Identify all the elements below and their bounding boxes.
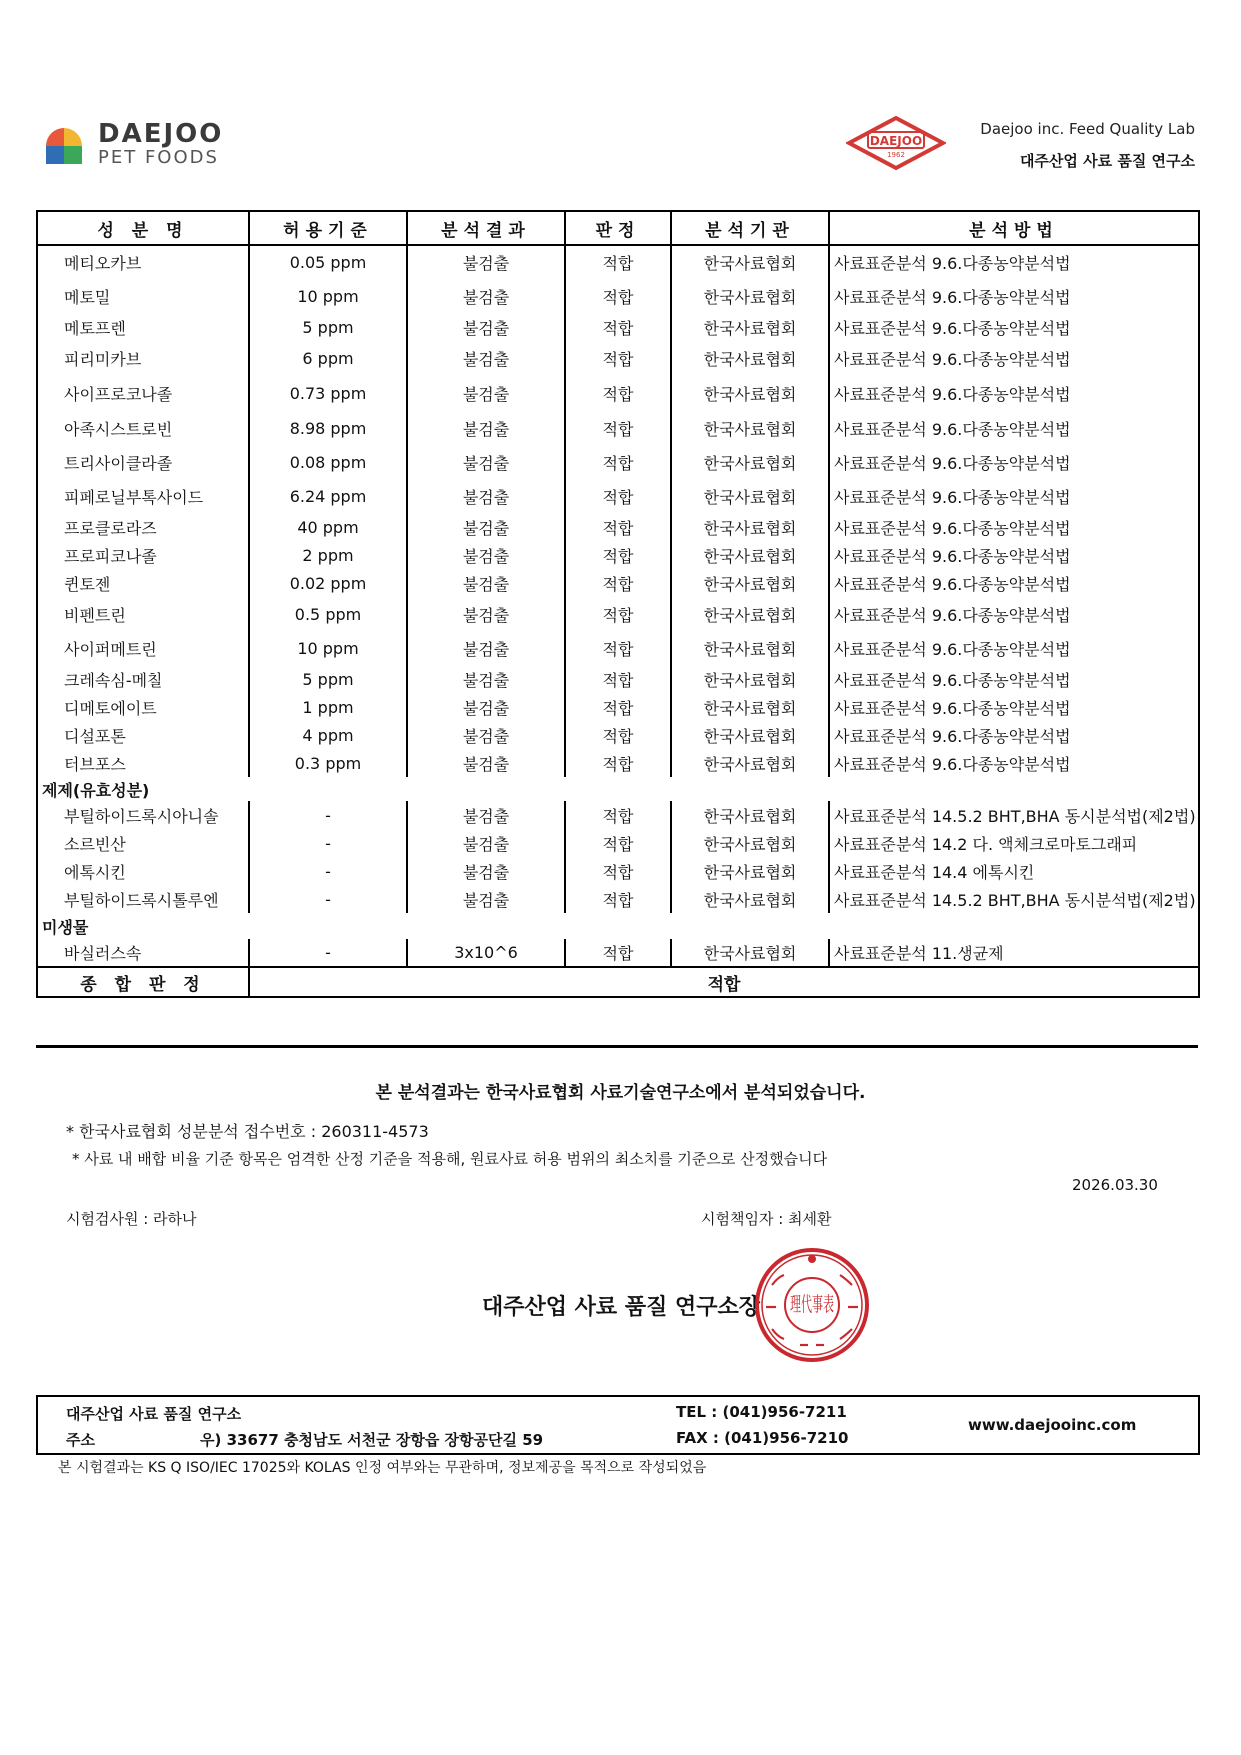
analysis-result: 불검출 xyxy=(407,375,565,411)
director-title: 대주산업 사료 품질 연구소장 xyxy=(482,1295,761,1320)
allowed-limit: 8.98 ppm xyxy=(249,411,407,445)
analysis-result: 불검출 xyxy=(407,479,565,513)
contact-box xyxy=(36,1395,1200,1455)
pesticide-rows xyxy=(37,245,1199,777)
component-name: 바실러스속 xyxy=(37,939,249,967)
section-label: 제제(유효성분) xyxy=(37,777,249,801)
analysis-result: 불검출 xyxy=(407,411,565,445)
component-name: 터브포스 xyxy=(37,749,249,777)
analysis-result: 불검출 xyxy=(407,279,565,313)
overall-verdict-label: 종 합 판 정 xyxy=(37,967,249,997)
analysis-result: 불검출 xyxy=(407,693,565,721)
table-row xyxy=(37,597,1199,631)
table-row xyxy=(37,411,1199,445)
component-name: 퀸토젠 xyxy=(37,569,249,597)
verdict: 적합 xyxy=(565,631,671,665)
analysis-method: 사료표준분석 14.5.2 BHT,BHA 동시분석법(제2법) xyxy=(829,801,1199,829)
header-result: 분석결과 xyxy=(407,211,565,245)
allowed-limit: 0.08 ppm xyxy=(249,445,407,479)
table-row xyxy=(37,245,1199,279)
table-row xyxy=(37,313,1199,341)
analysis-result: 불검출 xyxy=(407,597,565,631)
overall-verdict-value: 적합 xyxy=(249,967,1199,997)
verdict: 적합 xyxy=(565,569,671,597)
analysis-agency: 한국사료협회 xyxy=(671,375,829,411)
analysis-method: 사료표준분석 9.6.다종농약분석법 xyxy=(829,279,1199,313)
analysis-result: 불검출 xyxy=(407,513,565,541)
contact-address: 우) 33677 충청남도 서천군 장항읍 장항공단길 59 xyxy=(200,1431,544,1449)
official-seal-stamp xyxy=(752,1245,872,1365)
component-name: 디설포톤 xyxy=(37,721,249,749)
table-header-row xyxy=(37,211,1199,245)
analysis-agency: 한국사료협회 xyxy=(671,341,829,375)
lab-name-english: Daejoo inc. Feed Quality Lab xyxy=(980,120,1195,138)
analysis-agency: 한국사료협회 xyxy=(671,479,829,513)
section-divider xyxy=(36,1045,1198,1048)
verdict: 적합 xyxy=(565,885,671,913)
analysis-result: 불검출 xyxy=(407,721,565,749)
component-name: 트리사이클라졸 xyxy=(37,445,249,479)
verdict: 적합 xyxy=(565,479,671,513)
verdict: 적합 xyxy=(565,341,671,375)
header-verdict: 판정 xyxy=(565,211,671,245)
brand-name: DAEJOO xyxy=(98,119,224,149)
component-name: 소르빈산 xyxy=(37,829,249,857)
analysis-method: 사료표준분석 9.6.다종농약분석법 xyxy=(829,693,1199,721)
analysis-result: 불검출 xyxy=(407,665,565,693)
analysis-result: 3x10^6 xyxy=(407,939,565,967)
analysis-agency: 한국사료협회 xyxy=(671,541,829,569)
allowed-limit: 2 ppm xyxy=(249,541,407,569)
table-row xyxy=(37,693,1199,721)
analysis-method: 사료표준분석 9.6.다종농약분석법 xyxy=(829,631,1199,665)
table-row xyxy=(37,541,1199,569)
calculation-note: * 사료 내 배합 비율 기준 항목은 엄격한 산정 기준을 적용해, 원료사료 허용 범위의 최소치를 기준으로 산정했습니다 xyxy=(72,1150,828,1168)
analysis-method: 사료표준분석 9.6.다종농약분석법 xyxy=(829,245,1199,279)
examiner-name: 시험검사원 : 라하나 xyxy=(66,1210,197,1228)
analysis-result: 불검출 xyxy=(407,829,565,857)
analysis-agency: 한국사료협회 xyxy=(671,245,829,279)
table-row xyxy=(37,885,1199,913)
analysis-method: 사료표준분석 14.5.2 BHT,BHA 동시분석법(제2법) xyxy=(829,885,1199,913)
verdict: 적합 xyxy=(565,801,671,829)
analysis-method: 사료표준분석 9.6.다종농약분석법 xyxy=(829,665,1199,693)
analysis-agency: 한국사료협회 xyxy=(671,513,829,541)
component-name: 크레속심-메칠 xyxy=(37,665,249,693)
component-name: 부틸하이드록시톨루엔 xyxy=(37,885,249,913)
component-name: 사이퍼메트린 xyxy=(37,631,249,665)
allowed-limit: - xyxy=(249,939,407,967)
analysis-method: 사료표준분석 9.6.다종농약분석법 xyxy=(829,749,1199,777)
analysis-result: 불검출 xyxy=(407,801,565,829)
component-name: 피페로닐부톡사이드 xyxy=(37,479,249,513)
table-row xyxy=(37,801,1199,829)
analysis-agency: 한국사료협회 xyxy=(671,721,829,749)
header-component: 성 분 명 xyxy=(37,211,249,245)
analysis-agency: 한국사료협회 xyxy=(671,631,829,665)
analysis-method: 사료표준분석 9.6.다종농약분석법 xyxy=(829,411,1199,445)
component-name: 에톡시킨 xyxy=(37,857,249,885)
analysis-agency: 한국사료협회 xyxy=(671,279,829,313)
analysis-result: 불검출 xyxy=(407,569,565,597)
allowed-limit: 0.3 ppm xyxy=(249,749,407,777)
verdict: 적합 xyxy=(565,445,671,479)
table-row xyxy=(37,631,1199,665)
table-row xyxy=(37,569,1199,597)
verdict: 적합 xyxy=(565,541,671,569)
analysis-result: 불검출 xyxy=(407,313,565,341)
allowed-limit: 5 ppm xyxy=(249,313,407,341)
emblem-year: 1962 xyxy=(887,151,905,159)
allowed-limit: 5 ppm xyxy=(249,665,407,693)
verdict: 적합 xyxy=(565,749,671,777)
header-method: 분석방법 xyxy=(829,211,1199,245)
verdict: 적합 xyxy=(565,829,671,857)
analysis-method: 사료표준분석 9.6.다종농약분석법 xyxy=(829,569,1199,597)
analysis-statement: 본 분석결과는 한국사료협회 사료기술연구소에서 분석되었습니다. xyxy=(375,1083,866,1103)
report-date: 2026.03.30 xyxy=(1072,1176,1158,1194)
analysis-agency: 한국사료협회 xyxy=(671,857,829,885)
component-name: 메토프렌 xyxy=(37,313,249,341)
allowed-limit: 6 ppm xyxy=(249,341,407,375)
overall-verdict-row xyxy=(37,967,1199,997)
table-row xyxy=(37,445,1199,479)
responsible-name: 시험책임자 : 최세환 xyxy=(701,1210,832,1228)
analysis-method: 사료표준분석 9.6.다종농약분석법 xyxy=(829,721,1199,749)
verdict: 적합 xyxy=(565,375,671,411)
table-row xyxy=(37,721,1199,749)
table-row xyxy=(37,341,1199,375)
allowed-limit: - xyxy=(249,829,407,857)
analysis-method: 사료표준분석 9.6.다종농약분석법 xyxy=(829,313,1199,341)
analysis-result: 불검출 xyxy=(407,541,565,569)
allowed-limit: 10 ppm xyxy=(249,279,407,313)
microbe-rows xyxy=(37,939,1199,967)
analysis-agency: 한국사료협회 xyxy=(671,569,829,597)
component-name: 사이프로코나졸 xyxy=(37,375,249,411)
lab-name-korean: 대주산업 사료 품질 연구소 xyxy=(1019,152,1195,170)
allowed-limit: 4 ppm xyxy=(249,721,407,749)
allowed-limit: 0.02 ppm xyxy=(249,569,407,597)
component-name: 메토밀 xyxy=(37,279,249,313)
analysis-agency: 한국사료협회 xyxy=(671,313,829,341)
table-row xyxy=(37,939,1199,967)
table-row xyxy=(37,375,1199,411)
verdict: 적합 xyxy=(565,279,671,313)
analysis-method: 사료표준분석 14.4 에톡시킨 xyxy=(829,857,1199,885)
section-row-microbe xyxy=(37,913,1199,939)
analysis-agency: 한국사료협회 xyxy=(671,597,829,631)
allowed-limit: - xyxy=(249,857,407,885)
verdict: 적합 xyxy=(565,513,671,541)
analysis-method: 사료표준분석 11.생균제 xyxy=(829,939,1199,967)
analysis-result: 불검출 xyxy=(407,857,565,885)
analysis-result: 불검출 xyxy=(407,749,565,777)
analysis-method: 사료표준분석 9.6.다종농약분석법 xyxy=(829,375,1199,411)
analysis-agency: 한국사료협회 xyxy=(671,939,829,967)
component-name: 메티오카브 xyxy=(37,245,249,279)
allowed-limit: 0.5 ppm xyxy=(249,597,407,631)
disclaimer-note: 본 시험결과는 KS Q ISO/IEC 17025와 KOLAS 인정 여부와는 무관하며, 정보제공을 목적으로 작성되었음 xyxy=(58,1460,707,1476)
component-name: 프로클로라즈 xyxy=(37,513,249,541)
header-limit: 허용기준 xyxy=(249,211,407,245)
component-name: 비펜트린 xyxy=(37,597,249,631)
table-row xyxy=(37,665,1199,693)
analysis-agency: 한국사료협회 xyxy=(671,411,829,445)
contact-telephone: TEL : (041)956-7211 xyxy=(676,1403,847,1421)
daejoo-emblem-logo xyxy=(846,115,946,171)
component-name: 아족시스트로빈 xyxy=(37,411,249,445)
analysis-agency: 한국사료협회 xyxy=(671,801,829,829)
allowed-limit: 10 ppm xyxy=(249,631,407,665)
component-name: 피리미카브 xyxy=(37,341,249,375)
emblem-text: DAEJOO xyxy=(869,134,923,148)
verdict: 적합 xyxy=(565,857,671,885)
verdict: 적합 xyxy=(565,665,671,693)
analysis-agency: 한국사료협회 xyxy=(671,445,829,479)
allowed-limit: 40 ppm xyxy=(249,513,407,541)
table-row xyxy=(37,279,1199,313)
analysis-agency: 한국사료협회 xyxy=(671,693,829,721)
analysis-method: 사료표준분석 9.6.다종농약분석법 xyxy=(829,513,1199,541)
table-row xyxy=(37,513,1199,541)
analysis-result: 불검출 xyxy=(407,631,565,665)
allowed-limit: 0.73 ppm xyxy=(249,375,407,411)
analysis-method: 사료표준분석 9.6.다종농약분석법 xyxy=(829,541,1199,569)
component-name: 디메토에이트 xyxy=(37,693,249,721)
header-agency: 분석기관 xyxy=(671,211,829,245)
seal-characters: 理代事表 xyxy=(790,1292,834,1316)
receipt-number-note: * 한국사료협회 성분분석 접수번호 : 260311-4573 xyxy=(66,1122,429,1141)
verdict: 적합 xyxy=(565,721,671,749)
allowed-limit: 6.24 ppm xyxy=(249,479,407,513)
analysis-agency: 한국사료협회 xyxy=(671,749,829,777)
analysis-agency: 한국사료협회 xyxy=(671,829,829,857)
analysis-result: 불검출 xyxy=(407,885,565,913)
allowed-limit: - xyxy=(249,885,407,913)
section-row-formulation xyxy=(37,777,1199,801)
contact-website-link[interactable]: www.daejooinc.com xyxy=(968,1416,1137,1434)
table-row xyxy=(37,479,1199,513)
verdict: 적합 xyxy=(565,597,671,631)
table-row xyxy=(37,749,1199,777)
contact-fax: FAX : (041)956-7210 xyxy=(676,1429,849,1447)
analysis-method: 사료표준분석 14.2 다. 액체크로마토그래피 xyxy=(829,829,1199,857)
analysis-result: 불검출 xyxy=(407,245,565,279)
analysis-method: 사료표준분석 9.6.다종농약분석법 xyxy=(829,341,1199,375)
analysis-method: 사료표준분석 9.6.다종농약분석법 xyxy=(829,445,1199,479)
contact-organization: 대주산업 사료 품질 연구소 xyxy=(66,1405,242,1423)
analysis-method: 사료표준분석 9.6.다종농약분석법 xyxy=(829,597,1199,631)
allowed-limit: - xyxy=(249,801,407,829)
component-name: 프로피코나졸 xyxy=(37,541,249,569)
table-row xyxy=(37,829,1199,857)
brand-subtitle: PET FOODS xyxy=(98,147,219,168)
allowed-limit: 1 ppm xyxy=(249,693,407,721)
formulation-rows xyxy=(37,801,1199,913)
verdict: 적합 xyxy=(565,313,671,341)
analysis-agency: 한국사료협회 xyxy=(671,885,829,913)
verdict: 적합 xyxy=(565,939,671,967)
daejoo-logo-icon xyxy=(44,126,84,166)
analysis-result: 불검출 xyxy=(407,341,565,375)
verdict: 적합 xyxy=(565,245,671,279)
component-name: 부틸하이드록시아니솔 xyxy=(37,801,249,829)
analysis-result: 불검출 xyxy=(407,445,565,479)
contact-address-label: 주소 xyxy=(66,1431,95,1449)
verdict: 적합 xyxy=(565,411,671,445)
analysis-results-table xyxy=(36,210,1200,998)
verdict: 적합 xyxy=(565,693,671,721)
analysis-agency: 한국사료협회 xyxy=(671,665,829,693)
allowed-limit: 0.05 ppm xyxy=(249,245,407,279)
analysis-method: 사료표준분석 9.6.다종농약분석법 xyxy=(829,479,1199,513)
table-row xyxy=(37,857,1199,885)
section-label: 미생물 xyxy=(37,913,249,939)
